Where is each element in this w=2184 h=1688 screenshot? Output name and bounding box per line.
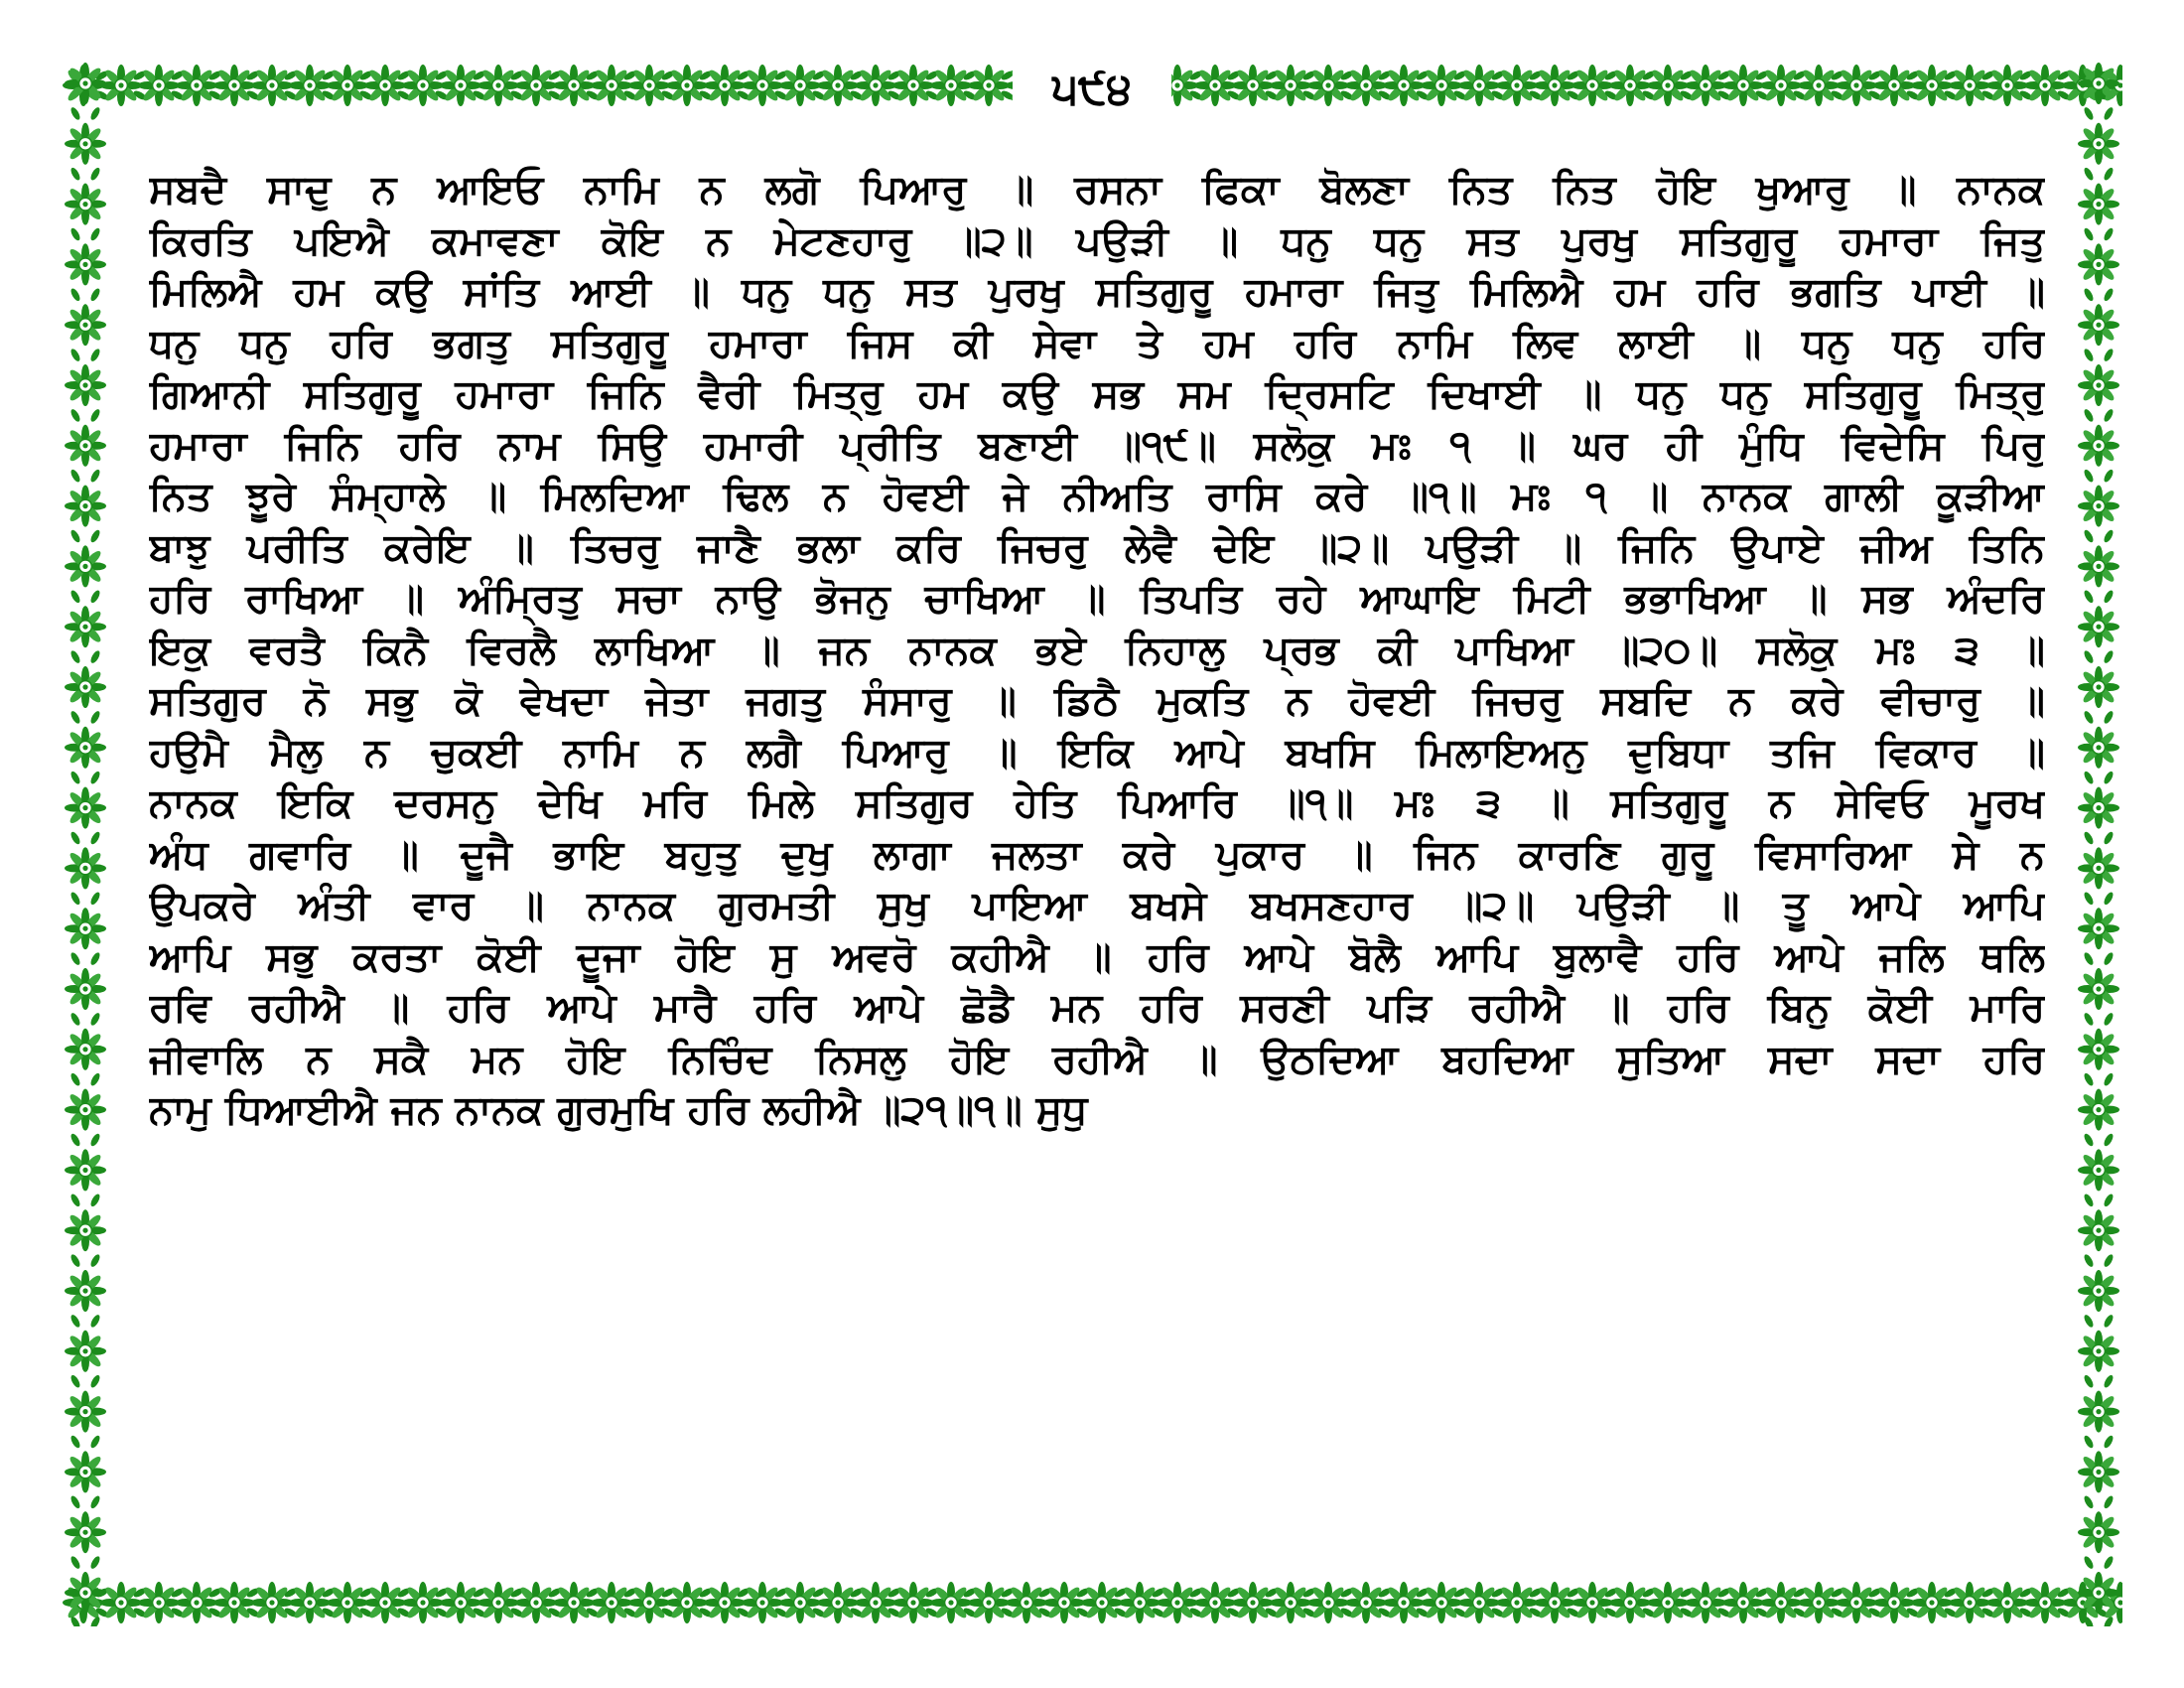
flower-icon [704,65,746,106]
leaf-icon [2083,1253,2096,1268]
flower-icon [1458,1582,1500,1623]
flower-icon [65,1451,106,1492]
leaf-icon [2083,1072,2096,1087]
flower-icon [213,65,255,106]
leaf-icon [2103,408,2116,423]
leaf-icon [89,528,102,543]
leaf-icon [69,287,82,302]
flower-icon [65,666,106,708]
text-line: ਇਕੁ ਵਰਤੈ ਕਿਨੈ ਵਿਰਲੈ ਲਾਖਿਆ ॥ ਜਨ ਨਾਨਕ ਭਏ ਨਿਹਾਲੁ ਪ੍ਰਭ ਕੀ ਪਾਖਿਆ ॥੨੦॥ ਸਲੋਕੁ ਮਃ ੩ ॥ [149,627,2045,673]
text-line: ਹਮਾਰਾ ਜਿਨਿ ਹਰਿ ਨਾਮ ਸਿਉ ਹਮਾਰੀ ਪ੍ਰੀਤਿ ਬਣਾਈ ॥੧੯॥ ਸਲੋਕੁ ਮਃ ੧ ॥ ਘਰ ਹੀ ਮੁੰਧਿ ਵਿਦੇਸਿ ਪਿਰੁ [149,422,2045,469]
leaf-icon [69,408,82,423]
flower-icon [1836,65,1877,106]
leaf-icon [89,1374,102,1389]
flower-icon [65,63,106,104]
flower-icon [1609,1582,1651,1623]
floral-border-left [62,62,109,1626]
flower-icon [2078,1511,2119,1553]
text-line: ਨਾਨਕ ਇਕਿ ਦਰਸਨੁ ਦੇਖਿ ਮਰਿ ਮਿਲੇ ਸਤਿਗੁਰ ਹੇਤਿ ਪਿਆਰਿ ॥੧॥ ਮਃ ੩ ॥ ਸਤਿਗੁਰੂ ਨ ਸੇਵਿਓ ਮੂਰਖ [149,780,2045,826]
leaf-icon [2083,469,2096,484]
leaf-icon [69,1193,82,1207]
leaf-icon [2103,1494,2116,1509]
flower-icon [176,65,217,106]
flower-icon [1270,1582,1311,1623]
flower-icon [1345,65,1387,106]
leaf-icon [2083,1494,2096,1509]
flower-icon [553,65,595,106]
leaf-icon [69,1374,82,1389]
flower-icon [930,65,972,106]
leaf-icon [89,1012,102,1027]
flower-icon [2078,425,2119,467]
flower-icon [2078,666,2119,708]
flower-icon [1986,65,2028,106]
flower-icon [65,1029,106,1070]
flower-icon [628,1582,670,1623]
leaf-icon [69,348,82,362]
text-line: ਬਾਝੁ ਪਰੀਤਿ ਕਰੇਇ ॥ ਤਿਚਰੁ ਜਾਣੈ ਭਲਾ ਕਰਿ ਜਿਚਰੁ ਲੇਵੈ ਦੇਇ ॥੨॥ ਪਉੜੀ ॥ ਜਿਨਿ ਉਪਾਏ ਜੀਅ ਤਿਨਿ [149,524,2045,571]
leaf-icon [69,1132,82,1147]
flower-icon [327,1582,368,1623]
leaf-icon [2103,469,2116,484]
flower-icon [1647,1582,1689,1623]
text-line: ਉਪਕਰੇ ਅੰਤੀ ਵਾਰ ॥ ਨਾਨਕ ਗੁਰਮਤੀ ਸੁਖੁ ਪਾਇਆ ਬਖਸੇ ਬਖਸਣਹਾਰ ॥੨॥ ਪਉੜੀ ॥ ਤੂ ਆਪੇ ਆਪਿ [149,883,2045,928]
flower-icon [65,243,106,285]
text-line: ਹਰਿ ਰਾਖਿਆ ॥ ਅੰਮ੍ਰਿਤੁ ਸਚਾ ਨਾਉ ਭੋਜਨੁ ਚਾਖਿਆ ॥ ਤਿਪਤਿ ਰਹੇ ਆਘਾਇ ਮਿਟੀ ਭਭਾਖਿਆ ॥ ਸਭ ਅੰਦਰਿ [149,576,2045,622]
flower-icon [65,1572,106,1614]
text-line: ਸਤਿਗੁਰ ਨੋ ਸਭੁ ਕੋ ਵੇਖਦਾ ਜੇਤਾ ਜਗਤੁ ਸੰਸਾਰੁ ॥ ਡਿਠੈ ਮੁਕਤਿ ਨ ਹੋਵਈ ਜਿਚਰੁ ਸਬਦਿ ਨ ਕਰੇ ਵੀਚਾਰੁ ॥ [149,678,2045,724]
leaf-icon [2103,287,2116,302]
leaf-icon [89,1253,102,1268]
flower-icon [1836,1582,1877,1623]
flower-icon [62,62,109,1626]
floral-border-bottom [62,1579,2122,1626]
leaf-icon [89,1494,102,1509]
leaf-icon [2103,1374,2116,1389]
flower-icon [65,364,106,406]
flower-icon [1232,1582,1274,1623]
leaf-icon [2083,589,2096,604]
flower-icon [2078,908,2119,949]
leaf-icon [2103,226,2116,241]
leaf-icon [2083,951,2096,966]
flower-icon [1043,1582,1085,1623]
flower-icon [402,1582,444,1623]
flower-icon [817,65,859,106]
flower-icon [666,65,708,106]
flower-icon [1571,65,1613,106]
flower-icon [855,65,896,106]
flower-icon [1609,65,1651,106]
flower-icon [2075,62,2122,1626]
flower-icon [892,1582,934,1623]
flower-icon [2078,243,2119,285]
flower-icon [553,1582,595,1623]
flower-icon [1307,1582,1349,1623]
flower-icon [1760,1582,1802,1623]
flower-icon [1194,1582,1236,1623]
flower-icon [65,486,106,527]
flower-icon [2078,968,2119,1010]
flower-icon [65,1149,106,1191]
leaf-icon [2083,1012,2096,1027]
text-line: ਮਿਲਿਐ ਹਮ ਕਉ ਸਾਂਤਿ ਆਈ ॥ ਧਨੁ ਧਨੁ ਸਤ ਪੁਰਖੁ ਸਤਿਗੁਰੂ ਹਮਾਰਾ ਜਿਤੁ ਮਿਲਿਐ ਹਮ ਹਰਿ ਭਗਤਿ ਪਾਈ ॥ [149,269,2045,315]
leaf-icon [69,1072,82,1087]
text-line: ਜੀਵਾਲਿ ਨ ਸਕੈ ਮਨ ਹੋਇ ਨਿਚਿੰਦ ਨਿਸਲੁ ਹੋਇ ਰਹੀਐ ॥ ਉਠਦਿਆ ਬਹਦਿਆ ਸੁਤਿਆ ਸਦਾ ਸਦਾ ਹਰਿ [149,1036,2045,1082]
leaf-icon [2103,348,2116,362]
leaf-icon [89,106,102,121]
leaf-icon [69,1555,82,1570]
leaf-icon [2083,287,2096,302]
leaf-icon [89,226,102,241]
leaf-icon [89,1132,102,1147]
flower-icon [289,1582,331,1623]
flower-icon [65,847,106,889]
leaf-icon [69,1012,82,1027]
flower-icon [289,65,331,106]
leaf-icon [2083,1193,2096,1207]
flower-icon [1194,65,1236,106]
text-line: ਰਵਿ ਰਹੀਐ ॥ ਹਰਿ ਆਪੇ ਮਾਰੈ ਹਰਿ ਆਪੇ ਛੋਡੈ ਮਨ ਹਰਿ ਸਰਣੀ ਪੜਿ ਰਹੀਐ ॥ ਹਰਿ ਬਿਨੁ ਕੋਈ ਮਾਰਿ [149,985,2045,1031]
flower-icon [1006,1582,1047,1623]
flower-icon [2078,1331,2119,1372]
flower-icon [1421,65,1462,106]
leaf-icon [89,167,102,182]
flower-icon [62,1579,2122,1626]
flower-icon [176,1582,217,1623]
flower-icon [1798,1582,1840,1623]
flower-icon [65,545,106,587]
leaf-icon [2083,528,2096,543]
leaf-icon [69,771,82,785]
flower-icon [1383,1582,1425,1623]
leaf-icon [89,589,102,604]
flower-icon [2078,1089,2119,1131]
flower-icon [2078,1572,2119,1614]
flower-icon [1270,65,1311,106]
flower-icon [1345,1582,1387,1623]
flower-icon [515,1582,557,1623]
leaf-icon [2083,771,2096,785]
leaf-icon [2083,167,2096,182]
flower-icon [1157,1582,1198,1623]
flower-icon [2078,1149,2119,1191]
leaf-icon [2103,528,2116,543]
flower-icon [65,968,106,1010]
leaf-icon [2083,710,2096,725]
leaf-icon [2103,589,2116,604]
flower-icon [65,1089,106,1131]
flower-icon [478,65,519,106]
flower-icon [892,65,934,106]
flower-icon [666,1582,708,1623]
flower-icon [1873,1582,1915,1623]
leaf-icon [89,1434,102,1449]
flower-icon [1496,1582,1538,1623]
leaf-icon [2103,771,2116,785]
flower-icon [2078,1391,2119,1433]
flower-icon [1685,65,1726,106]
flower-icon [1722,1582,1764,1623]
flower-icon [65,425,106,467]
leaf-icon [89,771,102,785]
flower-icon [402,65,444,106]
flower-icon [65,1391,106,1433]
flower-icon [65,1331,106,1372]
leaf-icon [2083,1132,2096,1147]
leaf-icon [69,710,82,725]
leaf-icon [69,589,82,604]
flower-icon [817,1582,859,1623]
leaf-icon [69,1253,82,1268]
flower-icon [65,727,106,769]
leaf-icon [2083,1555,2096,1570]
flower-icon [1081,1582,1123,1623]
leaf-icon [2103,1616,2116,1626]
leaf-icon [69,891,82,906]
flower-icon [742,65,783,106]
leaf-icon [2083,408,2096,423]
leaf-icon [89,1314,102,1329]
leaf-icon [89,891,102,906]
leaf-icon [89,1555,102,1570]
flower-icon [213,1582,255,1623]
flower-icon [364,1582,406,1623]
leaf-icon [2083,226,2096,241]
leaf-icon [2083,1434,2096,1449]
text-line: ਹਉਮੈ ਮੈਲੁ ਨ ਚੁਕਈ ਨਾਮਿ ਨ ਲਗੈ ਪਿਆਰੁ ॥ ਇਕਿ ਆਪੇ ਬਖਸਿ ਮਿਲਾਇਅਨੁ ਦੁਬਿਧਾ ਤਜਿ ਵਿਕਾਰ ॥ [149,729,2045,775]
flower-icon [2078,1270,2119,1312]
leaf-icon [2103,1434,2116,1449]
flower-icon [1873,65,1915,106]
flower-icon [779,1582,821,1623]
flower-icon [440,1582,481,1623]
flower-icon [251,1582,293,1623]
leaf-icon [69,951,82,966]
leaf-icon [2103,167,2116,182]
text-line: ਗਿਆਨੀ ਸਤਿਗੁਰੂ ਹਮਾਰਾ ਜਿਨਿ ਵੈਰੀ ਮਿਤ੍ਰੁ ਹਮ ਕਉ ਸਭ ਸਮ ਦ੍ਰਿਸਟਿ ਦਿਖਾਈ ॥ ਧਨੁ ਧਨੁ ਸਤਿਗੁਰੂ ਮਿਤ੍ਰੁ [149,371,2045,417]
flower-icon [930,1582,972,1623]
leaf-icon [69,649,82,664]
leaf-icon [2103,891,2116,906]
leaf-icon [69,167,82,182]
flower-icon [2078,545,2119,587]
flower-icon [65,787,106,829]
text-line: ਅੰਧ ਗਵਾਰਿ ॥ ਦੂਜੈ ਭਾਇ ਬਹੁਤੁ ਦੁਖੁ ਲਾਗਾ ਜਲਤਾ ਕਰੇ ਪੁਕਾਰ ॥ ਜਿਨ ਕਾਰਣਿ ਗੁਰੂ ਵਿਸਾਰਿਆ ਸੇ ਨ [149,831,2045,878]
text-line: ਨਾਮੁ ਧਿਆਈਐ ਜਨ ਨਾਨਕ ਗੁਰਮੁਖਿ ਹਰਿ ਲਹੀਐ ॥੨੧॥੧॥ ਸੁਧੁ [149,1087,1088,1133]
page-number: ੫੯੪ [1013,60,1171,119]
leaf-icon [89,951,102,966]
flower-icon [628,65,670,106]
flower-icon [1534,65,1575,106]
leaf-icon [2103,1253,2116,1268]
leaf-icon [69,1434,82,1449]
leaf-icon [2103,106,2116,121]
leaf-icon [69,106,82,121]
leaf-icon [2083,106,2096,121]
leaf-icon [89,649,102,664]
flower-icon [855,1582,896,1623]
flower-icon [2078,304,2119,346]
flower-icon [1232,65,1274,106]
flower-icon [2078,1209,2119,1251]
flower-icon [2024,1582,2066,1623]
flower-icon [2024,65,2066,106]
flower-icon [2078,847,2119,889]
flower-icon [1722,65,1764,106]
gurbani-text-block [149,165,2045,1515]
flower-icon [1949,65,1990,106]
leaf-icon [2103,830,2116,845]
leaf-icon [2103,1193,2116,1207]
flower-icon [1949,1582,1990,1623]
text-line: ਸਬਦੈ ਸਾਦੁ ਨ ਆਇਓ ਨਾਮਿ ਨ ਲਗੋ ਪਿਆਰੁ ॥ ਰਸਨਾ ਫਿਕਾ ਬੋਲਣਾ ਨਿਤ ਨਿਤ ਹੋਇ ਖੁਆਰੁ ॥ ਨਾਨਕ [149,167,2045,212]
flower-icon [2078,606,2119,647]
flower-icon [2078,1029,2119,1070]
text-line: ਨਿਤ ਝੂਰੇ ਸੰਮ੍ਹਾਲੇ ॥ ਮਿਲਦਿਆ ਢਿਲ ਨ ਹੋਵਈ ਜੇ ਨੀਅਤਿ ਰਾਸਿ ਕਰੇ ॥੧॥ ਮਃ ੧ ॥ ਨਾਨਕ ਗਾਲੀ ਕੂੜੀਆ [149,474,2045,519]
leaf-icon [89,469,102,484]
leaf-icon [2083,1314,2096,1329]
leaf-icon [89,408,102,423]
flower-icon [65,123,106,165]
leaf-icon [69,1616,82,1626]
flower-icon [704,1582,746,1623]
flower-icon [2078,184,2119,225]
leaf-icon [69,1314,82,1329]
text-line: ਧਨੁ ਧਨੁ ਹਰਿ ਭਗਤੁ ਸਤਿਗੁਰੂ ਹਮਾਰਾ ਜਿਸ ਕੀ ਸੇਵਾ ਤੇ ਹਮ ਹਰਿ ਨਾਮਿ ਲਿਵ ਲਾਈ ॥ ਧਨੁ ਧਨੁ ਹਰਿ [149,320,2045,366]
floral-border-right [2075,62,2122,1626]
flower-icon [2078,63,2119,104]
flower-icon [440,65,481,106]
leaf-icon [2103,1012,2116,1027]
leaf-icon [89,1193,102,1207]
leaf-icon [89,287,102,302]
flower-icon [138,65,180,106]
leaf-icon [69,528,82,543]
leaf-icon [89,710,102,725]
leaf-icon [2083,891,2096,906]
flower-icon [364,65,406,106]
flower-icon [65,908,106,949]
flower-icon [591,1582,632,1623]
flower-icon [327,65,368,106]
leaf-icon [2083,1374,2096,1389]
leaf-icon [2083,830,2096,845]
leaf-icon [69,830,82,845]
flower-icon [65,1270,106,1312]
leaf-icon [2103,951,2116,966]
flower-icon [968,1582,1010,1623]
leaf-icon [2083,649,2096,664]
flower-icon [1760,65,1802,106]
flower-icon [515,65,557,106]
flower-icon [478,1582,519,1623]
flower-icon [1307,65,1349,106]
leaf-icon [2103,710,2116,725]
flower-icon [1571,1582,1613,1623]
flower-icon [65,1209,106,1251]
flower-icon [2078,123,2119,165]
flower-icon [1496,65,1538,106]
flower-icon [2078,1451,2119,1492]
flower-icon [1685,1582,1726,1623]
leaf-icon [89,830,102,845]
leaf-icon [2083,1616,2096,1626]
leaf-icon [69,226,82,241]
flower-icon [65,606,106,647]
flower-icon [2078,727,2119,769]
flower-icon [968,65,1010,106]
flower-icon [779,65,821,106]
flower-icon [2078,787,2119,829]
flower-icon [1421,1582,1462,1623]
flower-icon [1458,65,1500,106]
leaf-icon [2103,1314,2116,1329]
text-line: ਆਪਿ ਸਭੁ ਕਰਤਾ ਕੋਈ ਦੂਜਾ ਹੋਇ ਸੁ ਅਵਰੋ ਕਹੀਐ ॥ ਹਰਿ ਆਪੇ ਬੋਲੈ ਆਪਿ ਬੁਲਾਵੈ ਹਰਿ ਆਪੇ ਜਲਿ ਥਲਿ [149,933,2045,980]
flower-icon [2078,364,2119,406]
flower-icon [65,304,106,346]
flower-icon [1119,1582,1160,1623]
leaf-icon [89,1072,102,1087]
flower-icon [65,1511,106,1553]
flower-icon [742,1582,783,1623]
flower-icon [591,65,632,106]
flower-icon [65,184,106,225]
flower-icon [138,1582,180,1623]
leaf-icon [2103,1132,2116,1147]
leaf-icon [2103,1555,2116,1570]
flower-icon [1986,1582,2028,1623]
leaf-icon [89,348,102,362]
leaf-icon [69,469,82,484]
leaf-icon [2083,348,2096,362]
flower-icon [251,65,293,106]
flower-icon [1534,1582,1575,1623]
flower-icon [1647,65,1689,106]
leaf-icon [89,1616,102,1626]
leaf-icon [2103,649,2116,664]
flower-icon [1383,65,1425,106]
leaf-icon [2103,1072,2116,1087]
text-line: ਕਿਰਤਿ ਪਇਐ ਕਮਾਵਣਾ ਕੋਇ ਨ ਮੇਟਣਹਾਰੁ ॥੨॥ ਪਉੜੀ ॥ ਧਨੁ ਧਨੁ ਸਤ ਪੁਰਖੁ ਸਤਿਗੁਰੂ ਹਮਾਰਾ ਜਿਤੁ [149,217,2045,264]
flower-icon [1798,65,1840,106]
leaf-icon [69,1494,82,1509]
flower-icon [1911,1582,1953,1623]
flower-icon [1911,65,1953,106]
flower-icon [2078,486,2119,527]
